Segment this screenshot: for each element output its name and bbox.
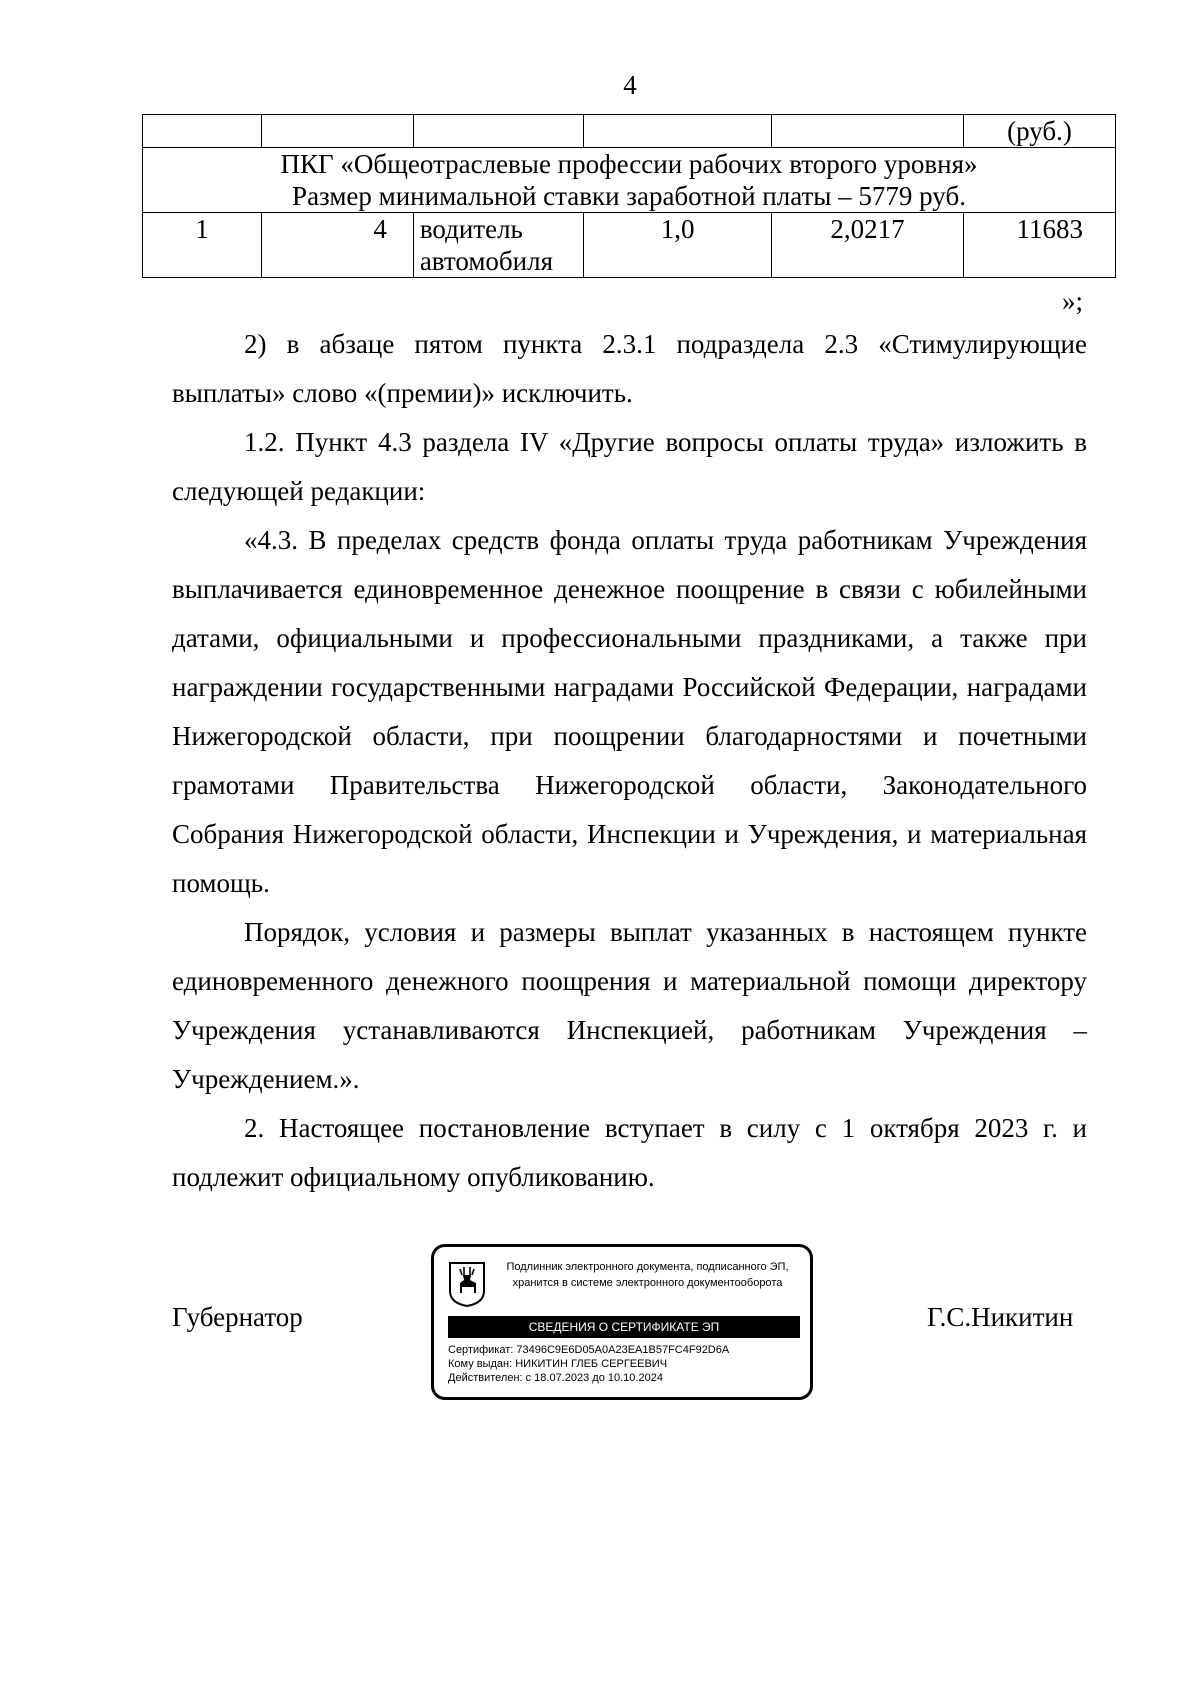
cell-number: 1 — [143, 213, 262, 278]
table-unit-label: (руб.) — [963, 115, 1115, 148]
table-group-row — [143, 148, 1116, 213]
salary-table — [142, 114, 1116, 278]
table-row — [143, 213, 1116, 278]
electronic-signature-stamp — [431, 1244, 813, 1400]
stamp-original-note: Подлинник электронного документа, подписанного ЭП, — [506, 1261, 789, 1273]
stamp-certificate-header: СВЕДЕНИЯ О СЕРТИФИКАТЕ ЭП — [448, 1316, 800, 1338]
cell-coefficient-1: 1,0 — [584, 213, 772, 278]
signatory-name: Г.С.Никитин — [927, 1302, 1074, 1332]
paragraph-1-2: 1.2. Пункт 4.3 раздела IV «Другие вопросы оплаты труда» изложить в следующей редакции: — [172, 427, 1087, 506]
signatory-title: Губернатор — [172, 1302, 303, 1332]
cell-qualification-level: 4 — [262, 213, 414, 278]
group-min-rate: Размер минимальной ставки заработной платы – 5779 руб. — [292, 181, 966, 211]
page-number: 4 — [623, 70, 637, 100]
stamp-validity: Действителен: с 18.07.2023 до 10.10.2024 — [448, 1372, 663, 1384]
group-title: ПКГ «Общеотраслевые профессии рабочих второго уровня» — [280, 149, 978, 179]
closing-quote: »; — [1062, 286, 1084, 316]
paragraph-procedure: Порядок, условия и размеры выплат указанных в настоящем пункте единовременного денежного поощрения и материальной помощи директору Учреждения устанавливаются Инспекцией, работникам Учреждения – Учреждением.». — [172, 917, 1087, 1094]
table-unit-row — [143, 115, 1116, 148]
deer-emblem-icon — [448, 1261, 486, 1307]
cell-salary: 11683 — [963, 213, 1115, 278]
cell-position: водитель автомобиля — [413, 213, 583, 278]
stamp-storage-note: хранится в системе электронного документооборота — [512, 1277, 783, 1289]
stamp-issued-to: Кому выдан: НИКИТИН ГЛЕБ СЕРГЕЕВИЧ — [448, 1358, 668, 1370]
stamp-certificate-number: Сертификат: 73496C9E6D05A0A23EA1B57FC4F92D6A — [448, 1344, 730, 1356]
cell-coefficient-2: 2,0217 — [772, 213, 964, 278]
paragraph-effective-date: 2. Настоящее постановление вступает в силу с 1 октября 2023 г. и подлежит официальному опубликованию. — [172, 1113, 1087, 1192]
paragraph-4-3: «4.3. В пределах средств фонда оплаты труда работникам Учреждения выплачивается единовременное денежное поощрение в связи с юбилейными датами, официальными и профессиональными праздниками, а также при награждении государственными наградами Российской Федерации, наградами Нижегородской области, при поощрении благодарностями и почетными грамотами Правительства Нижегородской области, Законодательного Собрания Нижегородской области, Инспекции и Учреждения, и материальная помощь. — [172, 525, 1087, 898]
paragraph-item-2: 2) в абзаце пятом пункта 2.3.1 подраздела 2.3 «Стимулирующие выплаты» слово «(премии)» исключить. — [172, 329, 1087, 408]
